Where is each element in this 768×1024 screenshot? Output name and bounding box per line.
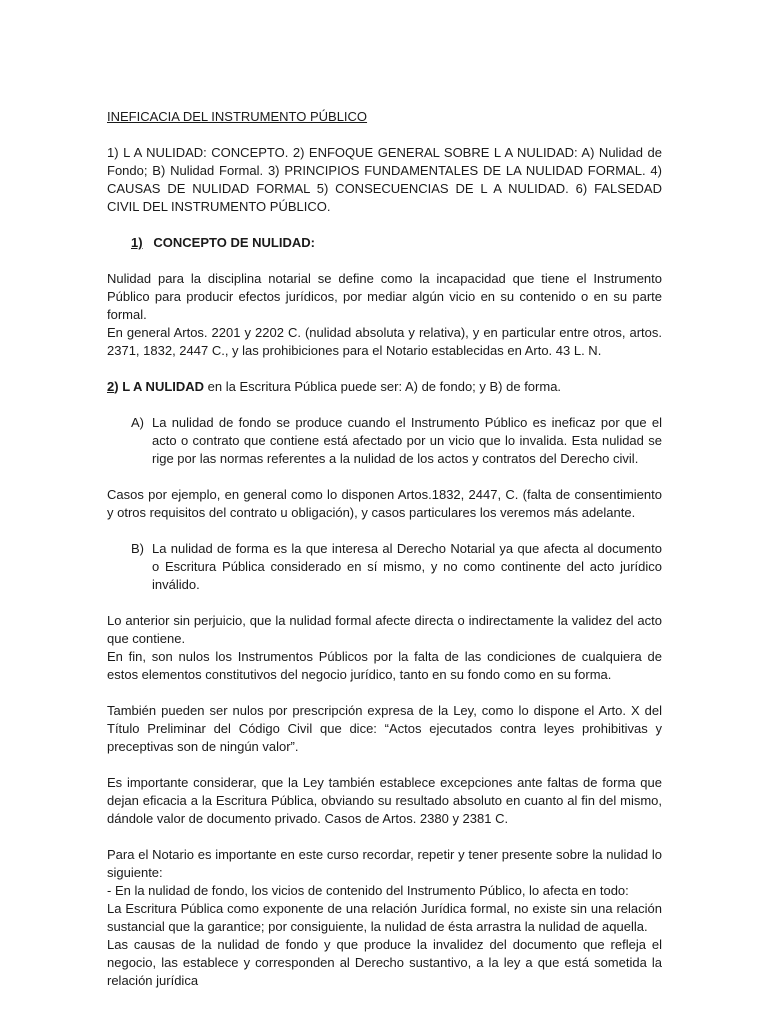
anterior-paragraph: Lo anterior sin perjuicio, que la nulidad formal afecte directa o indirectamente la validez del acto que contiene. [107, 613, 662, 646]
section-1-title: CONCEPTO DE NULIDAD: [153, 235, 315, 250]
list-item-a [107, 414, 662, 468]
section-1-number: 1) [131, 235, 143, 250]
section-2-bold-term: L A NULIDAD [122, 379, 205, 394]
list-text-a: La nulidad de fondo se produce cuando el Instrumento Público es ineficaz por que el acto o contrato que contiene está afectado por un vicio que lo invalida. Esta nulidad se rige por las normas referentes a la nulidad de los actos y contratos del Derecho civil. [152, 415, 662, 466]
concept-paragraph: Nulidad para la disciplina notarial se define como la incapacidad que tiene el Instrumento Público para producir efectos jurídicos, por mediar algún vicio en su contenido o en su parte formal. [107, 271, 662, 322]
intro-outline: 1) L A NULIDAD: CONCEPTO. 2) ENFOQUE GENERAL SOBRE L A NULIDAD: A) Nulidad de Fondo; B) Nulidad Formal. 3) PRINCIPIOS FUNDAMENTALES DE LA NULIDAD FORMAL. 4) CAUSAS DE NULIDAD FORMAL 5) CONSECUENCIAS DE L A NULIDAD. 6) FALSEDAD CIVIL DEL INSTRUMENTO PÚBLICO. [107, 145, 662, 214]
section-2-text: en la Escritura Pública puede ser: A) de fondo; y B) de forma. [204, 379, 562, 394]
concept-articles-paragraph: En general Artos. 2201 y 2202 C. (nulidad absoluta y relativa), y en particular entre otros, artos. 2371, 1832, 2447 C., y las prohibiciones para el Notario establecidas en Arto. 43 L. N. [107, 325, 662, 358]
en-fin-paragraph: En fin, son nulos los Instrumentos Públicos por la falta de las condiciones de cualquiera de estos elementos constitutivos del negocio jurídico, tanto en su fondo como en su forma. [107, 649, 662, 682]
document-title: INEFICACIA DEL INSTRUMENTO PÚBLICO [107, 109, 368, 124]
list-text-b: La nulidad de forma es la que interesa al Derecho Notarial ya que afecta al documento o Escritura Pública considerado en sí mismo, y no como continente del acto jurídico inválido. [152, 541, 662, 592]
list-marker-a: A) [131, 415, 144, 430]
casos-paragraph: Casos por ejemplo, en general como lo disponen Artos.1832, 2447, C. (falta de consentimiento y otros requisitos del contrato u obligación), y casos particulares los veremos más adelante. [107, 487, 662, 520]
section-2-paragraph: 2) L A NULIDAD en la Escritura Pública puede ser: A) de fondo; y B) de forma. [107, 379, 562, 394]
importante-paragraph: Es importante considerar, que la Ley también establece excepciones ante faltas de forma que dejan eficacia a la Escritura Pública, obviando su resultado absoluto en cuanto al fin del mismo, dándole valor de documento privado. Casos de Artos. 2380 y 2381 C. [107, 775, 662, 826]
escritura-paragraph: La Escritura Pública como exponente de una relación Jurídica formal, no existe sin una relación sustancial que la garantice; por consiguiente, la nulidad de ésta arrastra la nulidad de aquella. [107, 901, 662, 934]
causas-paragraph: Las causas de la nulidad de fondo y que produce la invalidez del documento que refleja el negocio, las establece y corresponden al Derecho sustantivo, a la ley a que está sometida la relación jurídica [107, 937, 662, 988]
tambien-paragraph: También pueden ser nulos por prescripción expresa de la Ley, como lo dispone el Arto. X del Título Preliminar del Código Civil que dice: “Actos ejecutados contra leyes prohibitivas y preceptivas son de ningún valor”. [107, 703, 662, 754]
vicios-line: - En la nulidad de fondo, los vicios de contenido del Instrumento Público, lo afecta en todo: [107, 883, 629, 898]
section-2-number: 2 [107, 379, 115, 394]
list-item-b [107, 540, 662, 594]
list-marker-b: B) [131, 541, 144, 556]
notario-paragraph: Para el Notario es importante en este curso recordar, repetir y tener presente sobre la nulidad lo siguiente: [107, 847, 662, 880]
section-1-heading [107, 234, 662, 252]
